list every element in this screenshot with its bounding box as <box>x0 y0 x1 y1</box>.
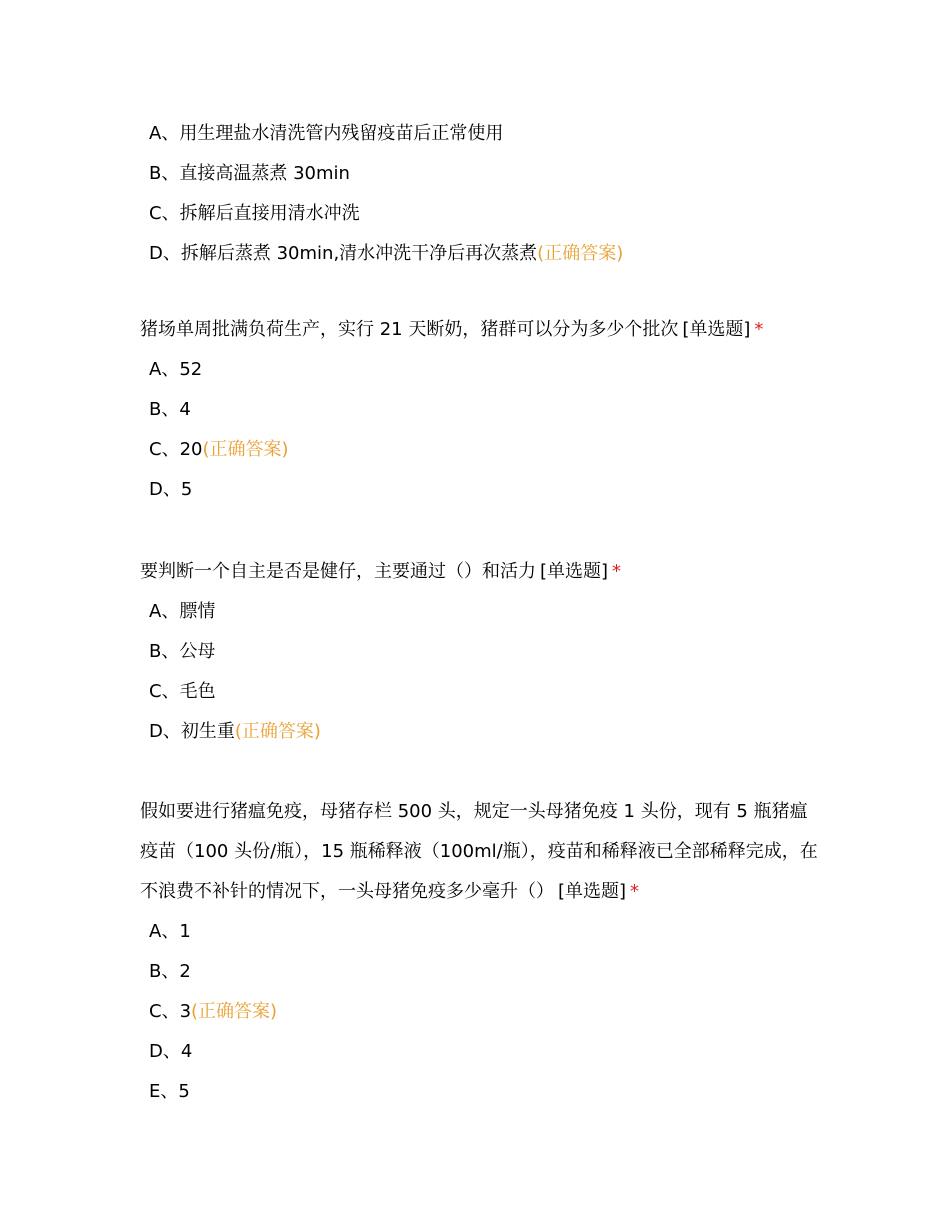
option-prefix: D、 <box>149 1041 181 1062</box>
correct-answer-tag: (正确答案) <box>202 439 289 460</box>
option-a[interactable] <box>140 912 820 952</box>
option-prefix: D、 <box>149 479 181 500</box>
option-a[interactable] <box>140 592 820 632</box>
correct-answer-tag: (正确答案) <box>191 1001 278 1022</box>
option-text: 2 <box>179 961 191 982</box>
question-type-label: [单选题] <box>558 881 627 902</box>
option-text: 直接高温蒸煮 30min <box>179 163 350 184</box>
option-d[interactable] <box>140 712 820 752</box>
option-c[interactable] <box>140 194 820 234</box>
option-prefix: B、 <box>149 961 180 982</box>
option-prefix: C、 <box>149 439 180 460</box>
option-text: 毛色 <box>179 681 216 702</box>
question-type-label: [单选题] <box>682 319 751 340</box>
option-text: 膘情 <box>179 601 216 622</box>
option-prefix: D、 <box>149 243 181 264</box>
question-4 <box>140 792 820 1112</box>
correct-answer-tag: (正确答案) <box>537 243 624 264</box>
option-text: 4 <box>180 1041 193 1062</box>
question-1 <box>140 114 820 274</box>
required-mark: * <box>630 881 640 902</box>
option-e[interactable] <box>140 1072 820 1112</box>
option-prefix: B、 <box>149 163 180 184</box>
option-prefix: A、 <box>149 123 180 144</box>
correct-answer-tag: (正确答案) <box>234 721 321 742</box>
option-prefix: A、 <box>149 601 180 622</box>
required-mark: * <box>754 319 764 340</box>
option-prefix: A、 <box>149 921 180 942</box>
option-b[interactable] <box>140 952 820 992</box>
option-prefix: C、 <box>149 203 180 224</box>
option-prefix: B、 <box>149 641 180 662</box>
required-mark: * <box>612 561 622 582</box>
option-text: 52 <box>179 359 203 380</box>
option-text: 1 <box>179 921 191 942</box>
option-prefix: C、 <box>149 681 180 702</box>
option-c[interactable] <box>140 430 820 470</box>
option-text: 拆解后蒸煮 30min,清水冲洗干净后再次蒸煮 <box>180 243 538 264</box>
option-prefix: A、 <box>149 359 180 380</box>
question-title <box>140 310 820 350</box>
question-2 <box>140 310 820 510</box>
question-title-text: 要判断一个自主是否是健仔，主要通过（）和活力 <box>140 561 536 582</box>
option-d[interactable] <box>140 1032 820 1072</box>
question-title-text: 假如要进行猪瘟免疫，母猪存栏 500 头，规定一头母猪免疫 1 头份，现有 5 瓶猪瘟疫苗（100 头份/瓶），15 瓶稀释液（100ml/瓶），疫苗和稀释液已全部稀释完成，在不浪费不补针的情况下，一头母猪免疫多少毫升（） <box>140 801 818 902</box>
question-title <box>140 552 820 592</box>
question-title <box>140 792 820 912</box>
option-text: 用生理盐水清洗管内残留疫苗后正常使用 <box>179 123 504 144</box>
question-title-text: 猪场单周批满负荷生产，实行 21 天断奶，猪群可以分为多少个批次 <box>140 319 679 340</box>
option-prefix: C、 <box>149 1001 180 1022</box>
option-c[interactable] <box>140 992 820 1032</box>
option-text: 公母 <box>179 641 216 662</box>
option-list <box>140 114 820 274</box>
option-text: 拆解后直接用清水冲洗 <box>179 203 360 224</box>
option-a[interactable] <box>140 114 820 154</box>
option-a[interactable] <box>140 350 820 390</box>
option-prefix: D、 <box>149 721 181 742</box>
option-text: 4 <box>179 399 191 420</box>
option-list <box>140 592 820 752</box>
option-text: 初生重 <box>180 721 235 742</box>
option-prefix: B、 <box>149 399 180 420</box>
option-prefix: E、 <box>149 1081 179 1102</box>
option-d[interactable] <box>140 470 820 510</box>
option-list <box>140 350 820 510</box>
option-text: 20 <box>179 439 203 460</box>
option-b[interactable] <box>140 632 820 672</box>
question-type-label: [单选题] <box>540 561 609 582</box>
option-d[interactable] <box>140 234 820 274</box>
option-text: 5 <box>180 479 193 500</box>
option-text: 3 <box>179 1001 192 1022</box>
option-text: 5 <box>178 1081 190 1102</box>
option-b[interactable] <box>140 390 820 430</box>
option-b[interactable] <box>140 154 820 194</box>
option-list <box>140 912 820 1112</box>
question-3 <box>140 552 820 752</box>
option-c[interactable] <box>140 672 820 712</box>
